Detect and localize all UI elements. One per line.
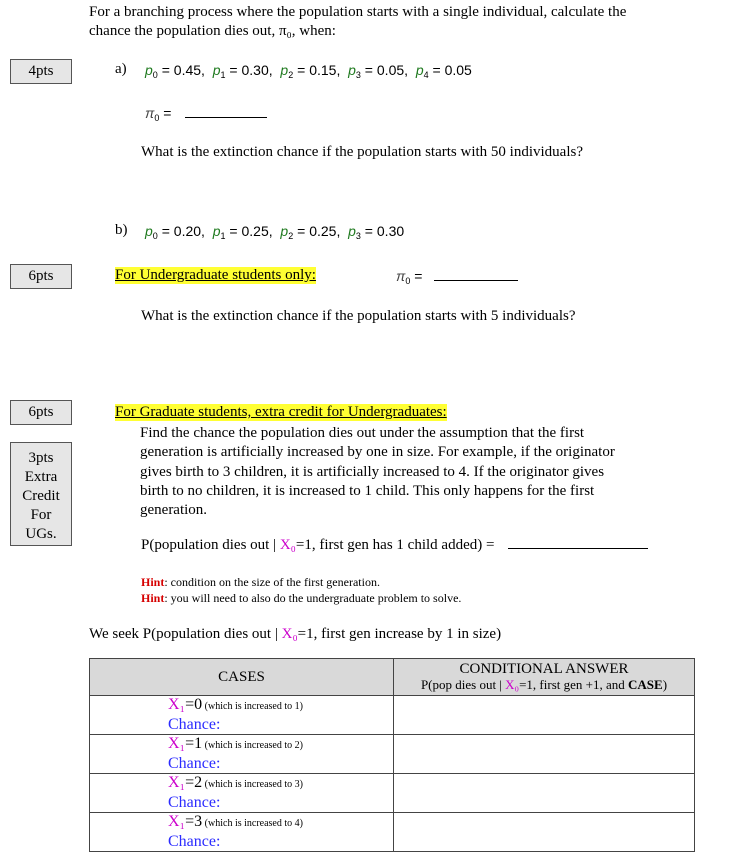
description-line: Find the chance the population dies out under the assumption that the first <box>140 425 585 441</box>
table-row <box>90 813 695 852</box>
extra-credit-line: For <box>30 507 52 523</box>
graduate-description <box>140 424 700 520</box>
table-header-answer: CONDITIONAL ANSWER P(pop dies out | X₀=1, first gen +1, and CASE) <box>394 659 695 696</box>
conditional-answer-cell[interactable] <box>394 696 695 735</box>
prob-term: $p_2 = 0.15$, <box>280 62 349 80</box>
conditional-answer-cell[interactable] <box>394 774 695 813</box>
answer-blank-a[interactable] <box>185 117 267 118</box>
seek-statement: We seek P(population dies out | X₀=1, first gen increase by 1 in size) <box>89 626 502 642</box>
part-a-label: a) <box>115 61 127 77</box>
extra-credit-badge <box>10 442 72 546</box>
description-line: birth to no children, it is increased to 1 child. This only happens for the first <box>140 482 595 499</box>
cases-table <box>89 658 695 852</box>
intro-line-2: chance the population dies out, π₀, when: <box>89 23 336 39</box>
prob-term: $p_0 = 0.20$, <box>145 223 213 241</box>
part-a-answer: $\pi_0$ = <box>145 105 267 123</box>
prob-term: $p_0 = 0.45$, <box>145 62 213 80</box>
extra-credit-line: UGs. <box>25 526 57 542</box>
part-b-probs <box>145 223 404 241</box>
prob-term: $p_3 = 0.30$ <box>348 223 405 241</box>
hint-1: Hint: condition on the size of the first generation. <box>141 575 380 589</box>
case-cell: X₁=2 (which is increased to 3) Chance: <box>90 774 394 813</box>
table-row <box>90 735 695 774</box>
graduate-probability: P(population dies out | X₀=1, first gen has 1 child added) = <box>141 537 701 554</box>
points-badge-grad: 6pts <box>10 400 72 425</box>
table-row <box>90 774 695 813</box>
points-badge-a: 4pts <box>10 59 72 84</box>
table-header-cases: CASES <box>90 659 394 696</box>
graduate-label: For Graduate students, extra credit for Undergraduates: <box>115 404 447 420</box>
part-b-label: b) <box>115 222 128 238</box>
extra-credit-line: 3pts <box>28 450 54 466</box>
points-badge-b: 6pts <box>10 264 72 289</box>
answer-blank-b[interactable] <box>434 280 518 281</box>
intro-line-1: For a branching process where the population starts with a single individual, calculate the <box>89 4 627 20</box>
prob-term: $p_2 = 0.25$, <box>280 223 349 241</box>
extra-credit-line: Credit <box>22 488 60 504</box>
hints <box>141 574 461 606</box>
description-line: generation. <box>140 502 208 519</box>
part-b-question: What is the extinction chance if the population starts with 5 individuals? <box>141 308 576 324</box>
part-a-probs <box>145 62 472 80</box>
case-cell: X₁=3 (which is increased to 4) Chance: <box>90 813 394 852</box>
part-b-answer: $\pi_0$ = <box>396 268 518 286</box>
description-line: gives birth to 3 children, it is artificially increased to 4. If the originator gives <box>140 463 605 480</box>
prob-term: $p_1 = 0.30$, <box>212 62 281 80</box>
table-row <box>90 696 695 735</box>
extra-credit-line: Extra <box>24 469 58 485</box>
case-cell: X₁=1 (which is increased to 2) Chance: <box>90 735 394 774</box>
part-a-question: What is the extinction chance if the population starts with 50 individuals? <box>141 144 583 160</box>
table-header-row <box>90 659 695 696</box>
prob-term: $p_3 = 0.05$, <box>348 62 416 80</box>
intro <box>89 3 729 41</box>
hint-2: Hint: you will need to also do the undergraduate problem to solve. <box>141 591 462 605</box>
answer-blank-grad[interactable] <box>508 548 648 549</box>
description-line: generation is artificially increased by one in size. For example, if the originator <box>140 444 615 461</box>
conditional-answer-cell[interactable] <box>394 735 695 774</box>
prob-term: $p_4 = 0.05$ <box>415 62 472 80</box>
case-cell: X₁=0 (which is increased to 1) Chance: <box>90 696 394 735</box>
prob-term: $p_1 = 0.25$, <box>212 223 281 241</box>
conditional-answer-cell[interactable] <box>394 813 695 852</box>
undergrad-only-label: For Undergraduate students only: <box>115 267 316 283</box>
